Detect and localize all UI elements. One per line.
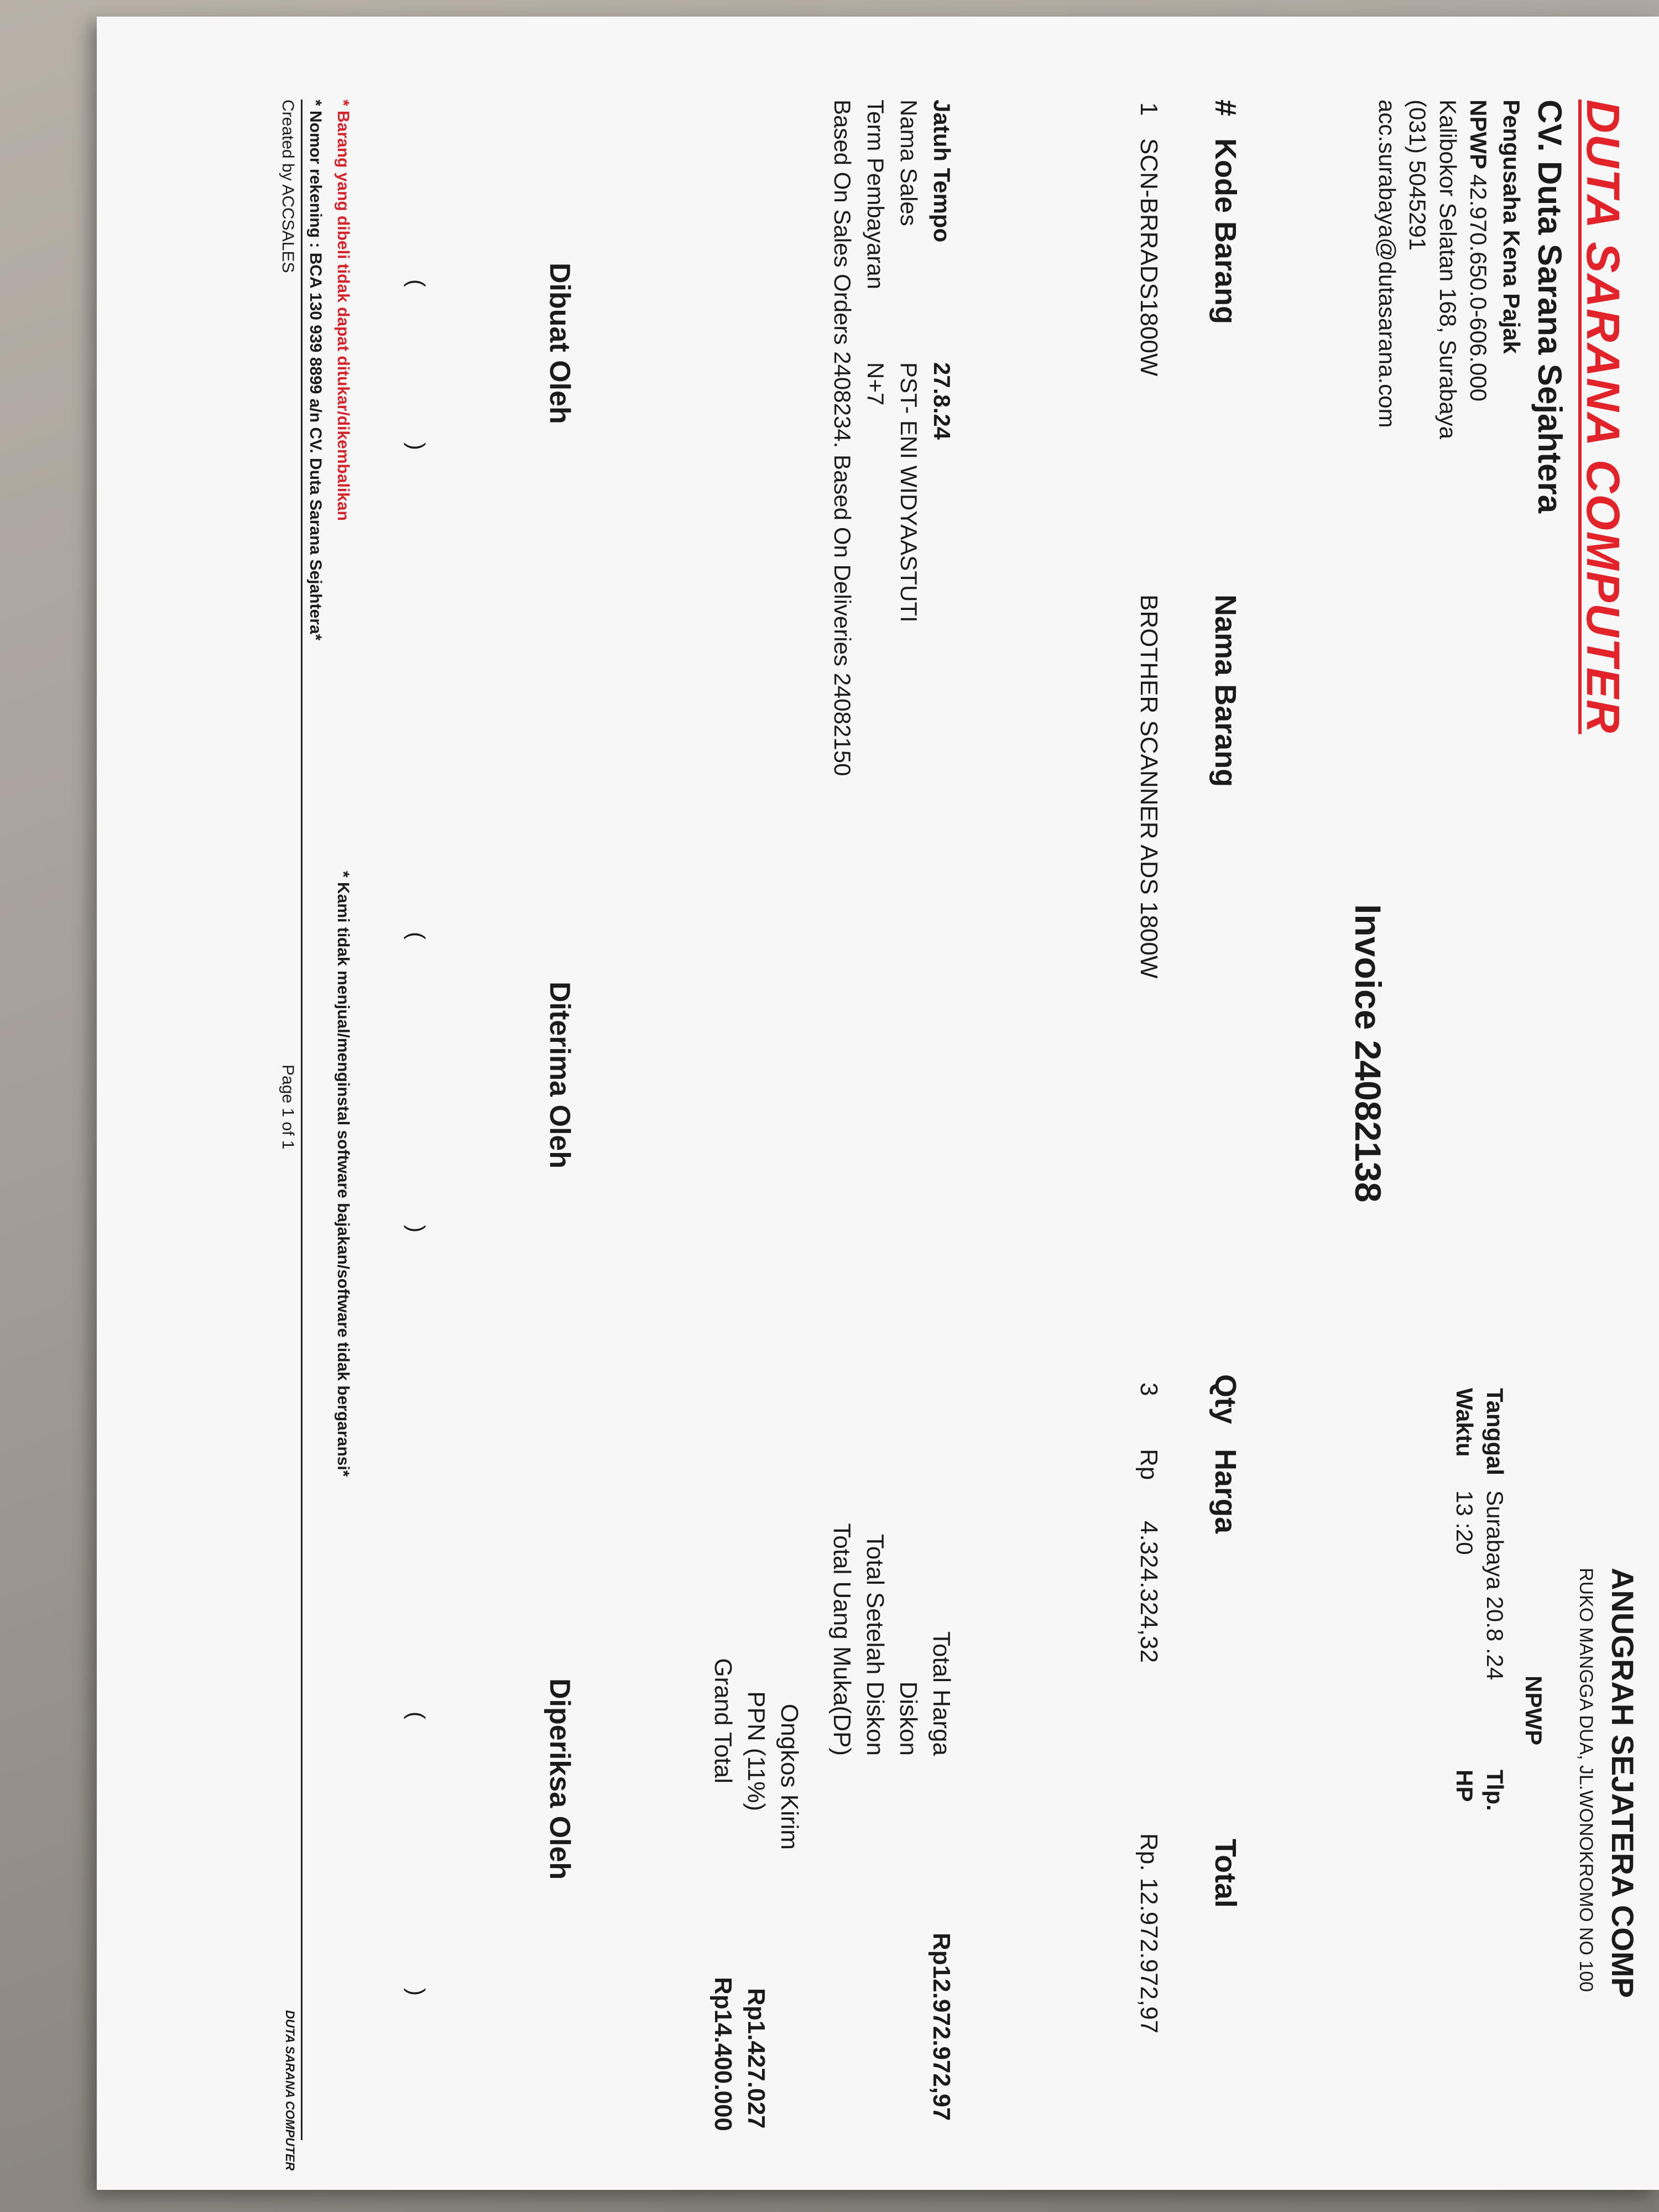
seller-npwp-value: 42.970.650.0-606.000 — [1465, 174, 1491, 402]
signature-paren-close: ) — [404, 1225, 430, 1233]
cell-nama: BROTHER SCANNER ADS 1800W — [1135, 594, 1162, 979]
column-header-harga: Harga — [1209, 1449, 1242, 1534]
based-on-text: Based On Sales Orders 2408234. Based On Deliveries 24082150 — [830, 100, 855, 776]
invoice-title: Invoice 24082138 — [1348, 904, 1389, 1203]
seller-address: Kalibokor Selatan 168, Surabaya — [1435, 100, 1461, 440]
signature-paren-open: ( — [404, 1712, 430, 1719]
column-header-kode: Kode Barang — [1209, 138, 1242, 325]
nama-sales-value: PST- ENI WIDYAASTUTI — [896, 362, 922, 623]
invoice-paper — [97, 17, 1659, 2190]
diskon-label: Diskon — [895, 1681, 922, 1756]
invoice-page — [114, 41, 1652, 2198]
term-pembayaran-value: N+7 — [863, 362, 889, 406]
waktu-label: Waktu — [1452, 1388, 1478, 1457]
tanggal-value: Surabaya 20.8 .24 — [1482, 1490, 1508, 1681]
page-number: Page 1 of 1 — [279, 1065, 297, 1150]
return-policy-note: * Barang yang dibeli tidak dapat ditukar/dikembalikan — [334, 100, 352, 521]
signature-paren-close: ) — [404, 442, 430, 450]
seller-phone: (031) 5045291 — [1405, 100, 1431, 251]
jatuh-tempo-value: 27.8.24 — [929, 362, 955, 440]
grand-total-label: Grand Total — [709, 1658, 737, 1783]
total-uang-muka-label: Total Uang Muka(DP) — [828, 1523, 855, 1756]
hp-label: HP — [1452, 1770, 1478, 1802]
customer-npwp-label: NPWP — [1521, 1676, 1547, 1745]
seller-logo: DUTA SARANA COMPUTER — [1577, 100, 1629, 734]
column-header-qty: Qty — [1209, 1374, 1242, 1425]
cell-total: Rp. 12.972.972,97 — [1135, 1833, 1162, 2034]
footer-logo: DUTA SARANA COMPUTER — [283, 2010, 297, 2171]
total-harga-value: Rp12.972.972,97 — [928, 1933, 955, 2121]
ppn-label: PPN (11%) — [743, 1691, 770, 1811]
nama-sales-label: Nama Sales — [896, 100, 922, 226]
tlp-label: Tlp. — [1482, 1770, 1508, 1811]
dibuat-oleh-label: Dibuat Oleh — [544, 263, 576, 424]
waktu-value: 13 :20 — [1452, 1490, 1478, 1555]
grand-total-value: Rp14.400.000 — [709, 1977, 737, 2131]
signature-paren-open: ( — [404, 932, 430, 940]
cell-no: 1 — [1135, 102, 1162, 116]
total-harga-label: Total Harga — [928, 1631, 955, 1756]
footer-divider — [301, 100, 302, 2140]
customer-address: RUKO MANGGA DUA, JL.WONOKROMO NO 100 — [1575, 1568, 1597, 1992]
column-header-no: # — [1209, 100, 1242, 117]
seller-company-name: CV. Duta Sarana Sejahtera — [1531, 100, 1568, 514]
bank-account-note: * Nomor rekening : BCA 130 939 8899 a/n CV. Duta Sarana Sejahtera* — [306, 100, 325, 641]
cell-harga: 4.324.324,32 — [1135, 1521, 1162, 1663]
jatuh-tempo-label: Jatuh Tempo — [929, 100, 955, 243]
seller-npwp-label: NPWP — [1465, 100, 1491, 169]
ppn-value: Rp1.427.027 — [743, 1988, 770, 2129]
cell-kode: SCN-BRRADS1800W — [1135, 138, 1162, 377]
tanggal-label: Tanggal — [1482, 1388, 1508, 1475]
seller-pkp-label: Pengusaha Kena Pajak — [1499, 100, 1525, 354]
cell-harga-currency: Rp — [1135, 1449, 1162, 1480]
signature-paren-close: ) — [404, 1988, 430, 1996]
diterima-oleh-label: Diterima Oleh — [544, 982, 576, 1169]
signature-paren-open: ( — [404, 279, 430, 287]
term-pembayaran-label: Term Pembayaran — [863, 100, 889, 290]
created-by: Created by ACCSALES — [279, 100, 297, 273]
ongkos-kirim-label: Ongkos Kirim — [776, 1703, 803, 1850]
customer-name: ANUGRAH SEJATERA COMP — [1605, 1568, 1640, 1998]
software-policy-note: * Kami tidak menjual/menginstal software bajakan/software tidak bergaransi* — [334, 871, 352, 1477]
column-header-nama: Nama Barang — [1209, 594, 1242, 787]
diperiksa-oleh-label: Diperiksa Oleh — [544, 1678, 576, 1880]
column-header-total: Total — [1209, 1839, 1242, 1908]
cell-qty: 3 — [1135, 1383, 1162, 1396]
seller-email: acc.surabaya@dutasarana.com — [1374, 100, 1400, 428]
total-setelah-diskon-label: Total Setelah Diskon — [862, 1533, 889, 1756]
